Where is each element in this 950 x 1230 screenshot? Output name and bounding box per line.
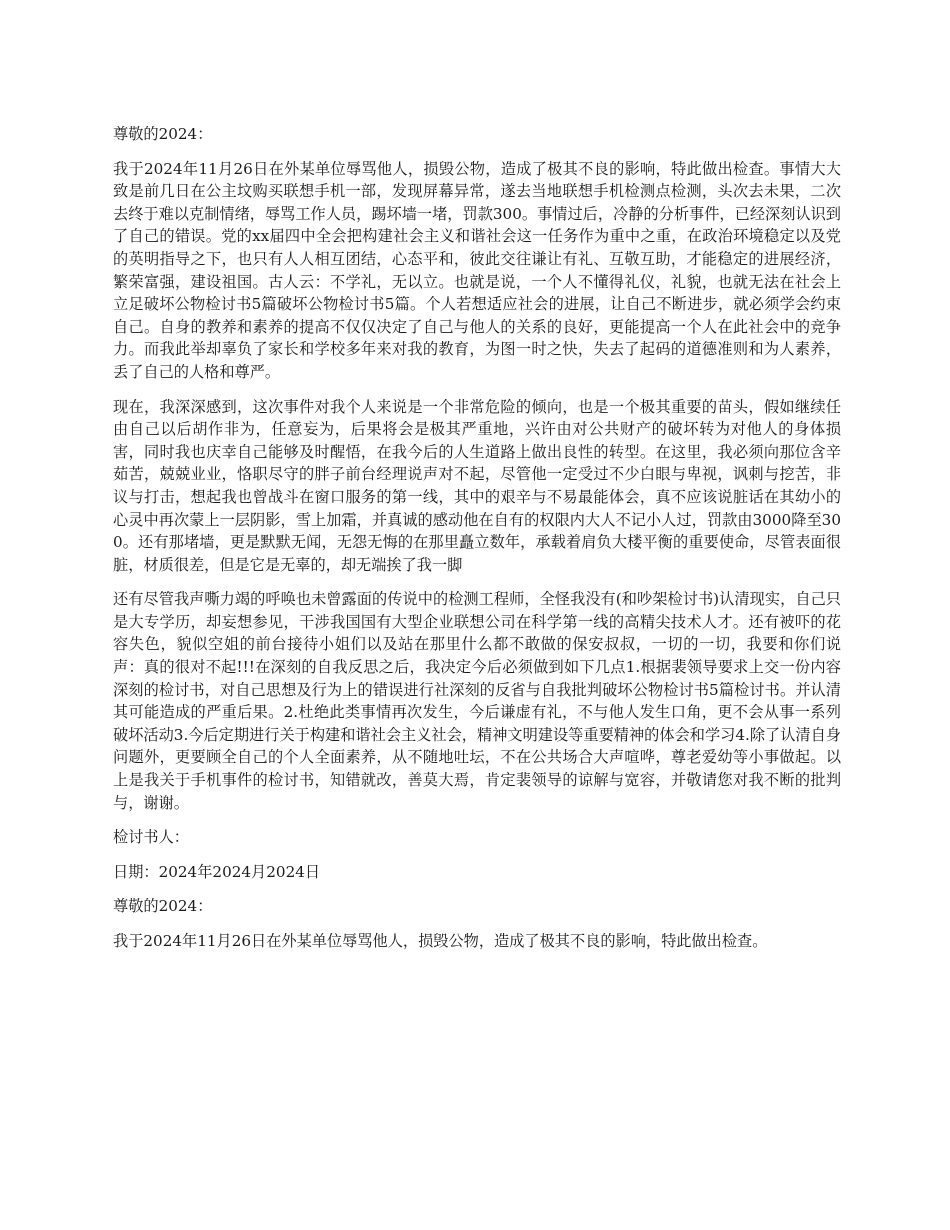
salutation: 尊敬的2024： bbox=[113, 125, 213, 143]
body-paragraph-4: 我于2024年11月26日在外某单位辱骂他人，损毁公物，造成了极其不良的影响，特此做出检查。 bbox=[113, 932, 768, 950]
body-paragraph-3: 还有尽管我声嘶力竭的呼唤也未曾露面的传说中的检测工程师，全怪我没有(和吵架检讨书)认清现实，自己只是大专学历，却妄想参见，干涉我国国有大型企业联想公司在科学第一线的高精尖技术人才。还有被吓的花容失色，貌似空姐的前台接待小姐们以及站在那里什么都不敢做的保安叔叔，一切的一切，我要和你们说声：真的很对不起!!!在深刻的自我反思之后，我决定今后必须做到如下几点1.根据裴领导要求上交一份内容深刻的检讨书，对自己思想及行为上的错误进行社深刻的反省与自我批判破坏公物检讨书5篇检讨书。并认清其可能造成的严重后果。2.杜绝此类事情再次发生，今后谦虚有礼，不与他人发生口角，更不会从事一系列破坏活动3.今后定期进行关于构建和谐社会主义社会，精神文明建设等重要精神的体会和学习4.除了认清自身问题外，更要顾全自己的个人全面素养，从不随地吐坛，不在公共场合大声喧哗，尊老爱幼等小事做起。以上是我关于手机事件的检讨书，知错就改，善莫大焉，肯定裴领导的谅解与宽容，并敬请您对我不断的批判与，谢谢。 bbox=[113, 590, 841, 812]
body-paragraph-2: 现在，我深深感到，这次事件对我个人来说是一个非常危险的倾向，也是一个极其重要的苗头，假如继续任由自己以后胡作非为，任意妄为，后果将会是极其严重地，兴许由对公共财产的破坏转为对他人的身体损害，同时我也庆幸自己能够及时醒悟，在我今后的人生道路上做出良性的转型。在这里，我必须向那位含辛茹苦，兢兢业业，恪职尽守的胖子前台经理说声对不起，尽管他一定受过不少白眼与卑视，讽刺与挖苦，非议与打击，想起我也曾战斗在窗口服务的第一线，其中的艰辛与不易最能体会，真不应该说脏话在其幼小的心灵中再次蒙上一层阴影，雪上加霜，并真诚的感动他在自有的权限内大人不记小人过，罚款由3000降至300。还有那堵墙，更是默默无闻，无怨无悔的在那里矗立数年，承载着肩负大楼平衡的重要使命，尽管表面很脏，材质很差，但是它是无辜的，却无端挨了我一脚 bbox=[113, 397, 841, 574]
document-body bbox=[113, 123, 841, 965]
signer-label: 检讨书人： bbox=[113, 828, 189, 847]
salutation-repeat: 尊敬的2024： bbox=[113, 897, 213, 916]
body-paragraph-1: 我于2024年11月26日在外某单位辱骂他人，损毁公物，造成了极其不良的影响，特此做出检查。事情大大致是前几日在公主坟购买联想手机一部，发现屏幕异常，遂去当地联想手机检测点检测，头次去未果，二次去终于难以克制情绪，辱骂工作人员，踢坏墙一堵，罚款300。事情过后，冷静的分析事件，已经深刻认识到了自己的错误。党的xx届四中全会把构建社会主义和谐社会这一任务作为重中之重，在政治环境稳定以及党的英明指导之下，也只有人人相互团结，心态平和，彼此交往谦让有礼、互敬互助，才能稳定的进展经济，繁荣富强，建设祖国。古人云：不学礼，无以立。也就是说，一个人不懂得礼仪，礼貌，也就无法在社会上立足破坏公物检讨书5篇破坏公物检讨书5篇。个人若想适应社会的进展，让自己不断进步，就必须学会约束自己。自身的教养和素养的提高不仅仅决定了自己与他人的关系的良好，更能提高一个人在此社会中的竞争力。而我此举却辜负了家长和学校多年来对我的教育，为图一时之快，失去了起码的道德准则和为人素养，丢了自己的人格和尊严。 bbox=[113, 159, 841, 381]
date-line: 日期：2024年2024月2024日 bbox=[113, 862, 321, 881]
